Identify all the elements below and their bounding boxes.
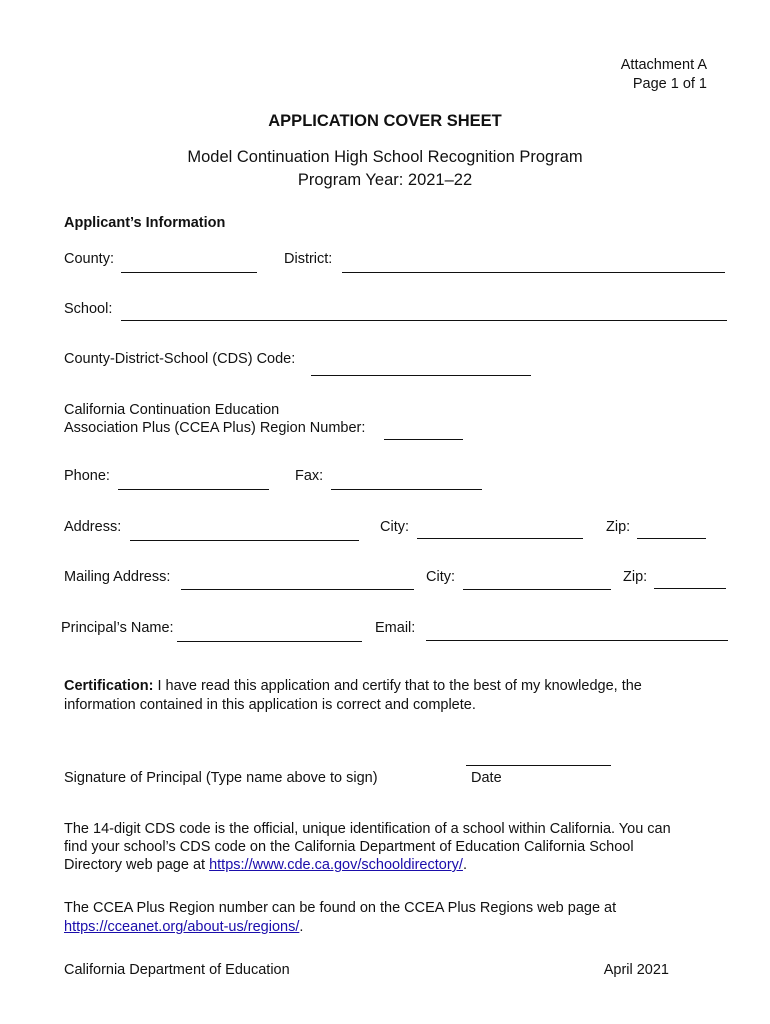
county-field[interactable] xyxy=(121,258,257,273)
page-title: APPLICATION COVER SHEET xyxy=(268,112,502,130)
zip-field[interactable] xyxy=(637,524,706,539)
certification-label: Certification: xyxy=(64,678,154,694)
attachment-label: Attachment A xyxy=(620,57,707,73)
email-label: Email: xyxy=(375,620,416,636)
principal-name-field[interactable] xyxy=(177,627,362,642)
program-year: Program Year: 2021–22 xyxy=(297,171,473,189)
school-directory-link[interactable]: https://www.cde.ca.gov/schooldirectory/ xyxy=(209,857,463,873)
mailing-city-label: City: xyxy=(426,569,455,585)
cds-note-line1: The 14-digit CDS code is the official, unique identification of a school within California. You can xyxy=(64,821,671,837)
ccea-note-line1: The CCEA Plus Region number can be found on the CCEA Plus Regions web page at xyxy=(64,900,617,916)
page-number: Page 1 of 1 xyxy=(632,76,707,92)
mailing-address-label: Mailing Address: xyxy=(64,569,171,585)
mailing-zip-label: Zip: xyxy=(623,569,648,585)
cds-code-field[interactable] xyxy=(311,361,531,376)
phone-label: Phone: xyxy=(64,468,110,484)
email-field[interactable] xyxy=(426,626,728,641)
ccea-label-line1: California Continuation Education xyxy=(64,402,280,418)
district-label: District: xyxy=(284,251,333,267)
footer-department: California Department of Education xyxy=(64,962,290,978)
mailing-city-field[interactable] xyxy=(463,575,611,590)
cds-note-line3 xyxy=(64,857,467,873)
phone-field[interactable] xyxy=(118,475,269,490)
city-field[interactable] xyxy=(417,524,583,539)
cds-note-prefix: Directory web page at xyxy=(64,857,210,873)
county-label: County: xyxy=(64,251,114,267)
mailing-address-field[interactable] xyxy=(181,575,414,590)
program-name: Model Continuation High School Recognition Program xyxy=(187,148,583,166)
ccea-note-line2 xyxy=(64,919,303,935)
address-label: Address: xyxy=(64,519,122,535)
section-heading: Applicant’s Information xyxy=(64,215,226,231)
ccea-note-suffix: . xyxy=(299,919,304,935)
district-field[interactable] xyxy=(342,258,725,273)
address-field[interactable] xyxy=(130,526,359,541)
date-label: Date xyxy=(471,770,502,786)
school-label: School: xyxy=(64,301,113,317)
ccea-regions-link[interactable]: https://cceanet.org/about-us/regions/ xyxy=(64,919,300,935)
cds-note-suffix: . xyxy=(462,857,467,873)
certification-text-1: I have read this application and certify that to the best of my knowledge, the xyxy=(153,678,642,694)
mailing-zip-field[interactable] xyxy=(654,574,726,589)
principal-name-label: Principal’s Name: xyxy=(61,620,174,636)
footer-date: April 2021 xyxy=(603,962,669,978)
cds-note-line2: find your school’s CDS code on the California Department of Education California School xyxy=(64,839,634,855)
signature-label: Signature of Principal (Type name above to sign) xyxy=(64,770,378,786)
zip-label: Zip: xyxy=(606,519,631,535)
school-field[interactable] xyxy=(121,306,727,321)
date-field[interactable] xyxy=(466,751,611,766)
city-label: City: xyxy=(380,519,409,535)
certification-line1 xyxy=(64,678,642,694)
cds-code-label: County-District-School (CDS) Code: xyxy=(64,351,296,367)
fax-field[interactable] xyxy=(331,475,482,490)
certification-text-2: information contained in this application is correct and complete. xyxy=(64,697,476,713)
ccea-label-line2: Association Plus (CCEA Plus) Region Number: xyxy=(64,420,366,436)
ccea-region-field[interactable] xyxy=(384,425,463,440)
fax-label: Fax: xyxy=(295,468,324,484)
